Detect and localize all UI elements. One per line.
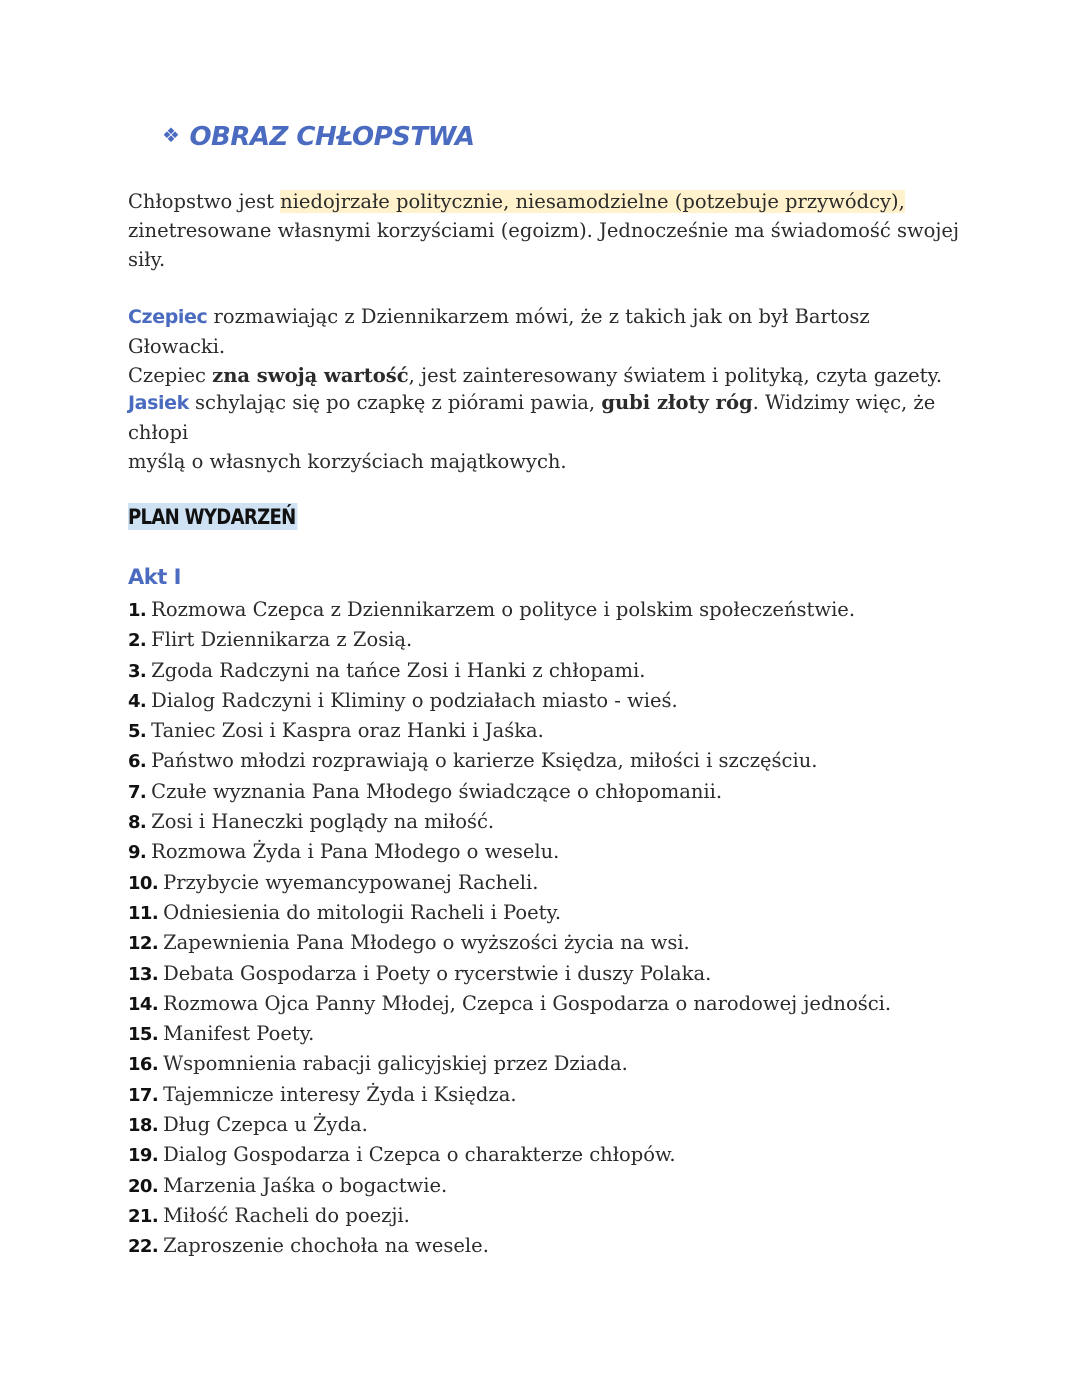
list-item-number: 22. xyxy=(128,1236,159,1258)
list-item xyxy=(128,656,988,686)
list-item-number: 15. xyxy=(128,1024,159,1046)
bold-phrase: gubi złoty róg xyxy=(601,391,753,414)
list-item-number: 9. xyxy=(128,842,147,864)
list-item-number: 12. xyxy=(128,933,159,955)
list-item-text: Rozmowa Ojca Panny Młodej, Czepca i Gospodarza o narodowej jedności. xyxy=(163,991,892,1015)
list-item-number: 20. xyxy=(128,1175,159,1197)
paragraph-peasantry: Chłopstwo jest niedojrzałe politycznie, niesamodzielne (potzebuje przywódcy), zinetresowane własnymi korzyściami (egoizm). Jednocześnie ma świadomość swojej siły. xyxy=(128,190,960,271)
list-item-number: 14. xyxy=(128,993,159,1015)
list-item xyxy=(128,1110,988,1140)
list-item-text: Flirt Dziennikarza z Zosią. xyxy=(151,628,413,652)
bold-phrase: zna swoją wartość xyxy=(212,364,409,387)
list-item-number: 13. xyxy=(128,963,159,985)
list-item-number: 19. xyxy=(128,1145,159,1167)
list-item xyxy=(128,1171,988,1201)
list-item-number: 7. xyxy=(128,781,147,803)
list-item-text: Rozmowa Żyda i Pana Młodego o weselu. xyxy=(151,840,560,864)
list-item-text: Tajemnicze interesy Żyda i Księdza. xyxy=(163,1082,517,1106)
list-item-number: 3. xyxy=(128,660,147,682)
list-item-text: Zosi i Haneczki poglądy na miłość. xyxy=(151,810,495,834)
list-item xyxy=(128,868,988,898)
list-item-text: Zgoda Radczyni na tańce Zosi i Hanki z chłopami. xyxy=(151,658,646,682)
list-item xyxy=(128,1140,988,1170)
list-item xyxy=(128,928,988,958)
act-heading: Akt I xyxy=(128,565,181,589)
section-heading xyxy=(162,122,474,152)
list-item xyxy=(128,746,988,776)
list-item xyxy=(128,807,988,837)
highlighted-text: niedojrzałe politycznie, niesamodzielne (potzebuje przywódcy), xyxy=(280,190,905,213)
list-item-number: 8. xyxy=(128,812,147,834)
list-item-text: Zapewnienia Pana Młodego o wyższości życia na wsi. xyxy=(163,931,690,955)
list-item-text: Manifest Poety. xyxy=(163,1022,315,1046)
list-item-text: Dialog Radczyni i Kliminy o podziałach miasto - wieś. xyxy=(151,688,678,712)
list-item-number: 18. xyxy=(128,1115,159,1137)
list-item-text: Taniec Zosi i Kaspra oraz Hanki i Jaśka. xyxy=(151,719,544,743)
list-item xyxy=(128,716,988,746)
list-item-number: 11. xyxy=(128,902,159,924)
list-item-number: 2. xyxy=(128,630,147,652)
list-item-text: Debata Gospodarza i Poety o rycerstwie i duszy Polaka. xyxy=(163,961,712,985)
list-item-text: Rozmowa Czepca z Dziennikarzem o polityce i polskim społeczeństwie. xyxy=(151,598,856,621)
list-item-text: Miłość Racheli do poezji. xyxy=(163,1203,410,1227)
list-item-text: Dialog Gospodarza i Czepca o charakterze chłopów. xyxy=(163,1143,676,1167)
list-item xyxy=(128,686,988,716)
list-item-text: Państwo młodzi rozprawiają o karierze Księdza, miłości i szczęściu. xyxy=(151,749,818,773)
list-item-text: Marzenia Jaśka o bogactwie. xyxy=(163,1173,448,1197)
list-item xyxy=(128,1019,988,1049)
list-item xyxy=(128,1201,988,1231)
character-name-czepiec: Czepiec xyxy=(128,306,208,328)
list-item xyxy=(128,989,988,1019)
list-item-text: Dług Czepca u Żyda. xyxy=(163,1113,368,1137)
list-item-number: 6. xyxy=(128,751,147,773)
list-item-text: Zaproszenie chochoła na wesele. xyxy=(163,1234,489,1258)
list-item xyxy=(128,1080,988,1110)
list-item-number: 10. xyxy=(128,872,159,894)
list-item-number: 4. xyxy=(128,690,147,712)
paragraph-jasiek: Jasiek schylając się po czapkę z piórami pawia, gubi złoty róg. Widzimy więc, że chłopi myślą o własnych korzyściach majątkowych. xyxy=(128,391,936,473)
list-item xyxy=(128,898,988,928)
list-item xyxy=(128,777,988,807)
list-item-text: Przybycie wyemancypowanej Racheli. xyxy=(163,870,539,894)
list-item xyxy=(128,625,988,655)
list-item-text: Odniesienia do mitologii Racheli i Poety. xyxy=(163,900,562,924)
list-item-text: Wspomnienia rabacji galicyjskiej przez Dziada. xyxy=(163,1052,628,1076)
list-item-text: Czułe wyznania Pana Młodego świadczące o chłopomanii. xyxy=(151,779,723,803)
list-item xyxy=(128,837,988,867)
section-heading-text: OBRAZ CHŁOPSTWA xyxy=(189,122,475,152)
list-item-number: 17. xyxy=(128,1084,159,1106)
diamond-bullet-icon: ❖ xyxy=(162,123,180,147)
list-item xyxy=(128,1049,988,1079)
list-item-number: 1. xyxy=(128,600,147,621)
event-list xyxy=(128,595,988,1262)
list-item-number: 21. xyxy=(128,1205,159,1227)
paragraph-czepiec: Czepiec rozmawiając z Dziennikarzem mówi, że z takich jak on był Bartosz Głowacki. Czepiec zna swoją wartość, jest zainteresowany światem i polityką, czyta gazety. xyxy=(128,305,943,387)
list-item xyxy=(128,1231,988,1261)
list-item-number: 16. xyxy=(128,1054,159,1076)
plan-heading: PLAN WYDARZEŃ xyxy=(128,505,296,529)
list-item xyxy=(128,595,988,625)
list-item-number: 5. xyxy=(128,721,147,743)
character-name-jasiek: Jasiek xyxy=(128,392,189,414)
list-item xyxy=(128,959,988,989)
